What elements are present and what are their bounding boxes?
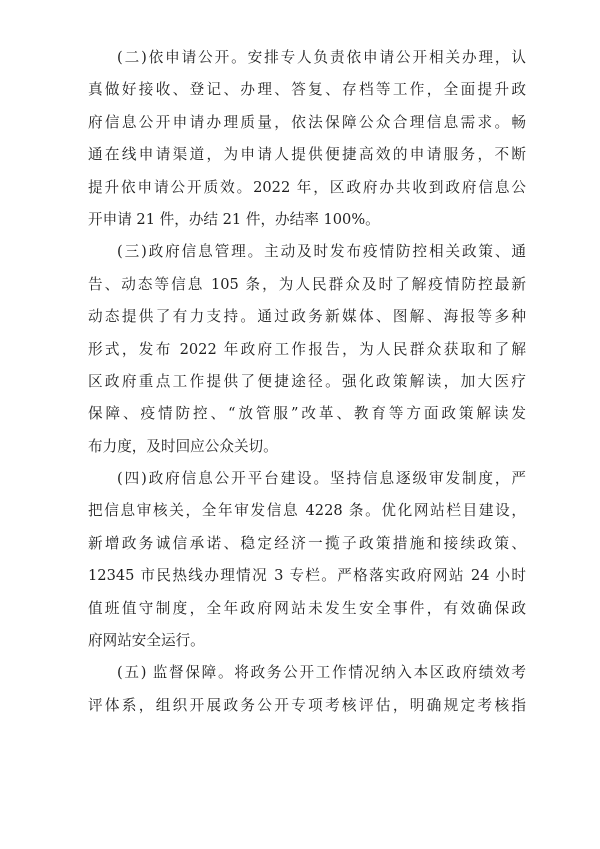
text-line: 新增政务诚信承诺、稳定经济一揽子政策措施和接续政策、	[88, 534, 526, 552]
paragraph-apply-disclosure	[88, 42, 526, 236]
text-line: 把信息审核关，全年审发信息 4228 条。优化网站栏目建设，	[88, 502, 526, 520]
text-line: 形式，发布 2022 年政府工作报告，为人民群众获取和了解	[88, 340, 526, 358]
paragraph-supervision	[88, 657, 526, 722]
text-line: 府网站安全运行。	[88, 632, 205, 650]
text-line: (四)政府信息公开平台建设。坚持信息逐级审发制度，严	[117, 470, 526, 488]
paragraph-platform-building	[88, 463, 526, 657]
text-line: 告、动态等信息 105 条，为人民群众及时了解疫情防控最新	[88, 275, 526, 293]
text-line: (二)依申请公开。安排专人负责依申请公开相关办理，认	[117, 49, 526, 66]
text-line: 府信息公开申请办理质量，依法保障公众合理信息需求。畅	[88, 113, 526, 131]
text-line: (三)政府信息管理。主动及时发布疫情防控相关政策、通	[117, 243, 526, 261]
text-line: 值班值守制度，全年政府网站未发生安全事件，有效确保政	[88, 599, 526, 617]
text-line: (五) 监督保障。将政务公开工作情况纳入本区政府绩效考	[117, 664, 526, 682]
text-line: 动态提供了有力支持。通过政务新媒体、图解、海报等多种	[88, 308, 526, 326]
text-line: 提升依申请公开质效。2022 年，区政府办共收到政府信息公	[88, 178, 526, 196]
text-line: 12345 市民热线办理情况 3 专栏。严格落实政府网站 24 小时	[88, 567, 526, 585]
paragraph-info-management	[88, 236, 526, 463]
document-body	[88, 42, 526, 722]
text-line: 开申请 21 件，办结 21 件，办结率 100%。	[88, 210, 380, 228]
text-line: 评体系，组织开展政务公开专项考核评估，明确规定考核指	[88, 696, 526, 714]
text-line: 通在线申请渠道，为申请人提供便捷高效的申请服务，不断	[88, 146, 526, 164]
text-line: 真做好接收、登记、办理、答复、存档等工作，全面提升政	[88, 81, 526, 99]
text-line: 区政府重点工作提供了便捷途径。强化政策解读，加大医疗	[88, 372, 526, 390]
text-line: 布力度，及时回应公众关切。	[88, 437, 278, 455]
text-line: 保障、疫情防控、“放管服”改革、教育等方面政策解读发	[88, 405, 526, 423]
